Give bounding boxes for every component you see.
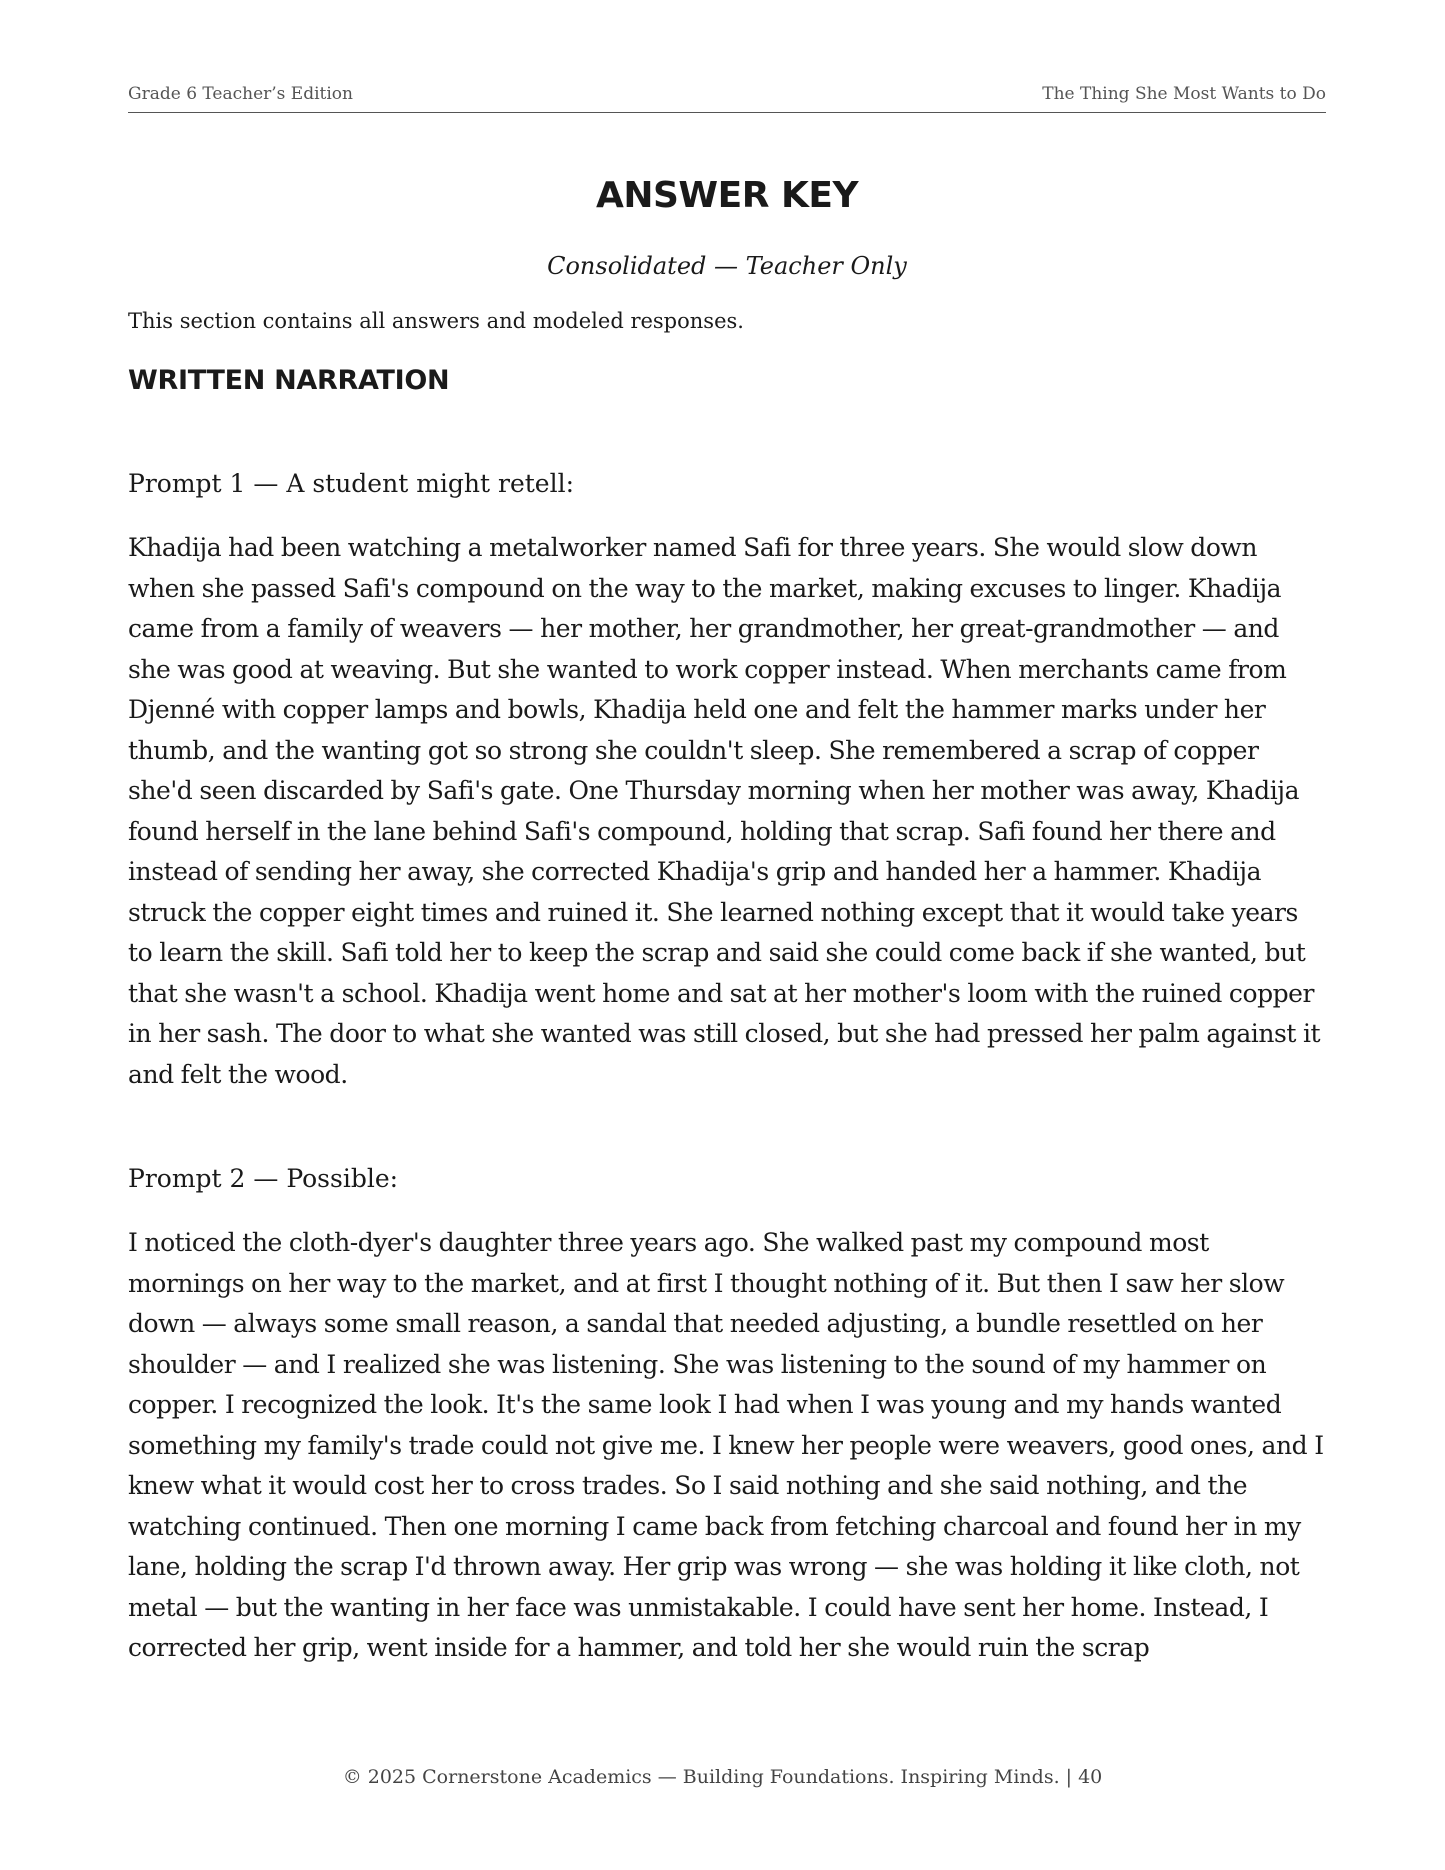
header-story-title: The Thing She Most Wants to Do bbox=[1042, 84, 1326, 104]
header-grade-label: Grade 6 Teacher’s Edition bbox=[128, 84, 353, 104]
prompt-2-label: Prompt 2 — Possible: bbox=[128, 1164, 399, 1193]
prompt-2-response: I noticed the cloth-dyer's daughter three years ago. She walked past my compound most mornings on her way to the market, and at first I thought nothing of it. But then I saw her slow down — always some small reason, a sandal that needed adjusting, a bundle resettled on her shoulder — and I realized she was listening. She was listening to the sound of my hammer on copper. I recognized the look. It's the same look I had when I was young and my hands wanted something my family's trade could not give me. I knew her people were weavers, good ones, and I knew what it would cost her to cross trades. So I said nothing and she said nothing, and the watching continued. Then one morning I came back from fetching charcoal and found her in my lane, holding the scrap I'd thrown away. Her grip was wrong — she was holding it like cloth, not metal — but the wanting in her face was unmistakable. I could have sent her home. Instead, I corrected her grip, went inside for a hammer, and told her she would ruin the scrap bbox=[128, 1228, 1324, 1662]
page-subtitle: Consolidated — Teacher Only bbox=[547, 252, 907, 280]
page-title: ANSWER KEY bbox=[595, 175, 859, 216]
prompt-1-label: Prompt 1 — A student might retell: bbox=[128, 469, 574, 498]
page-footer: © 2025 Cornerstone Academics — Building Foundations. Inspiring Minds. | 40 bbox=[342, 1766, 1103, 1788]
intro-text: This section contains all answers and modeled responses. bbox=[128, 309, 744, 333]
answer-key-content bbox=[128, 170, 1326, 1669]
section-heading: WRITTEN NARRATION bbox=[128, 365, 450, 396]
running-header bbox=[128, 84, 1326, 113]
prompt-1-response: Khadija had been watching a metalworker named Safi for three years. She would slow down when she passed Safi's compound on the way to the market, making excuses to linger. Khadija came from a family of weavers — her mother, her grandmother, her great-grandmother — and she was good at weaving. But she wanted to work copper instead. When merchants came from Djenné with copper lamps and bowls, Khadija held one and felt the hammer marks under her thumb, and the wanting got so strong she couldn't sleep. She remembered a scrap of copper she'd seen discarded by Safi's gate. One Thursday morning when her mother was away, Khadija found herself in the lane behind Safi's compound, holding that scrap. Safi found her there and instead of sending her away, she corrected Khadija's grip and handed her a hammer. Khadija struck the copper eight times and ruined it. She learned nothing except that it would take years to learn the skill. Safi told her to keep the scrap and said she could come back if she wanted, but that she wasn't a school. Khadija went home and sat at her mother's loom with the ruined copper in her sash. The door to what she wanted was still closed, but she had pressed her palm against it and felt the wood. bbox=[128, 533, 1321, 1089]
